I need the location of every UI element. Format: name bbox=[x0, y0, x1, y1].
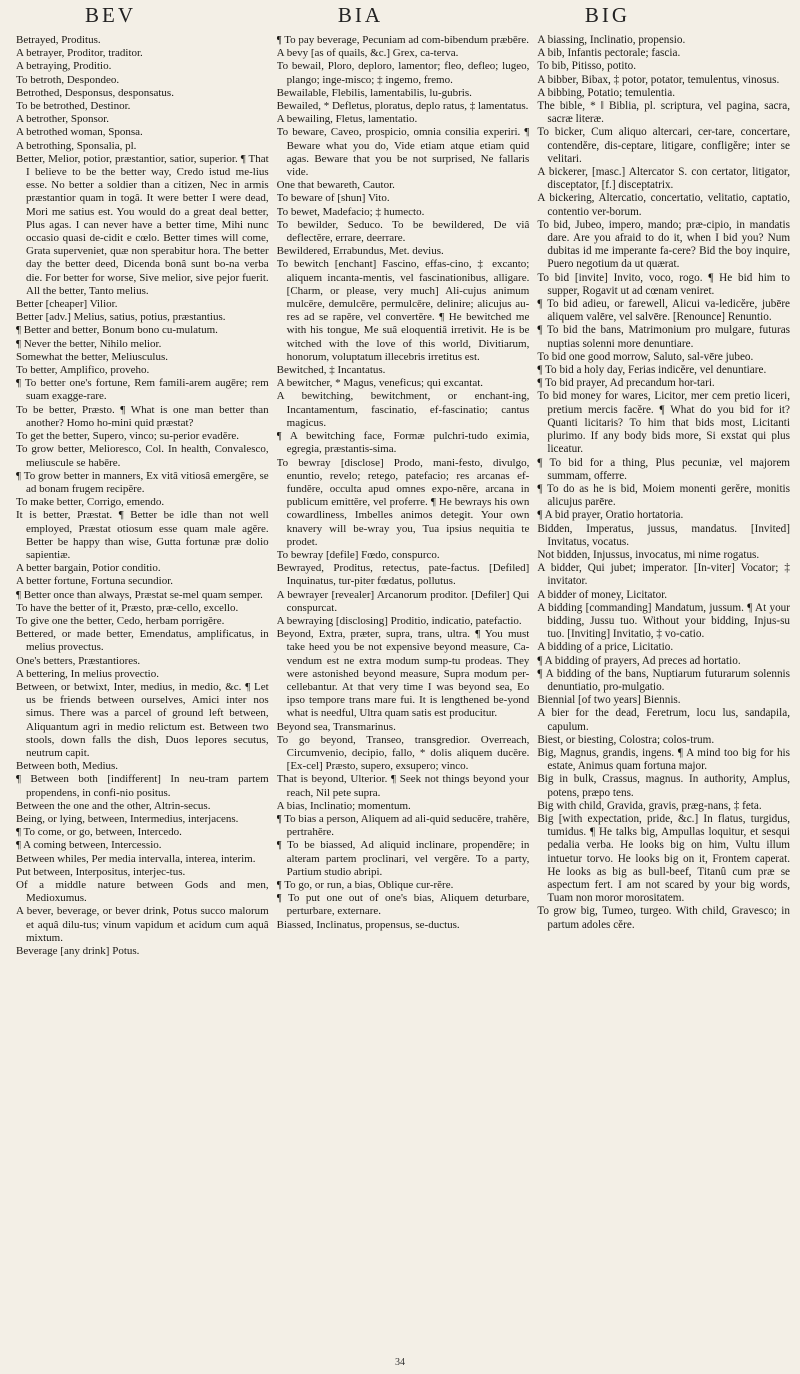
dictionary-entry: Bidden, Imperatus, jussus, mandatus. [Invited] Invitatus, vocatus. bbox=[537, 522, 791, 548]
page-number: 34 bbox=[395, 1357, 405, 1368]
dictionary-entry: To make better, Corrigo, emendo. bbox=[16, 496, 165, 509]
dictionary-entry: A betrayer, Proditor, traditor. bbox=[16, 47, 143, 60]
dictionary-entry: Big, Magnus, grandis, ingens. ¶ A mind too big for his estate, Animus quam fortuna major. bbox=[537, 746, 791, 773]
column-right bbox=[537, 34, 790, 1346]
dictionary-entry: Beyond sea, Transmarinus. bbox=[276, 720, 396, 733]
dictionary-entry: To give one the better, Cedo, herbam porrigĕre. bbox=[16, 614, 225, 627]
dictionary-entry: To betroth, Despondeo. bbox=[16, 73, 120, 86]
dictionary-entry: To bid one good morrow, Saluto, sal-vēre jubeo. bbox=[537, 350, 754, 363]
dictionary-entry: To bicker, Cum aliquo altercari, cer-tare, concertare, contendĕre, dis-ceptare, litigare, confligĕre; inter se velitari. bbox=[537, 126, 791, 165]
dictionary-entry: ¶ Better and better, Bonum bono cu-mulatum. bbox=[16, 324, 218, 337]
dictionary-entry: Better [adv.] Melius, satius, potius, præstantius. bbox=[16, 311, 226, 324]
dictionary-entry: Bewildered, Errabundus, Met. devius. bbox=[276, 245, 444, 258]
dictionary-entry: Between whiles, Per media intervalla, interea, interim. bbox=[16, 852, 256, 865]
dictionary-entry: That is beyond, Ulterior. ¶ Seek not things beyond your reach, Nil pete supra. bbox=[276, 773, 530, 799]
dictionary-entry: ¶ To bid for a thing, Plus pecuniæ, vel majorem summam, offerre. bbox=[537, 456, 791, 482]
dictionary-entry: Big [with expectation, pride, &c.] In flatus, turgidus, tumidus. ¶ He talks big, Ampullas loquitur, et sesqui pedalia verba. He looks big on him, Vultu illum intuetur torvo. He looks big on it, Frontem caperat. He looks as big as bull-beef, Titanû cum præ se aspectum fert. I am not scared by your big words, Tuam non moror morositatem. bbox=[537, 812, 791, 905]
dictionary-entry: ¶ A bidding of the bans, Nuptiarum futurarum solennis denuntiatio, pro-mulgatio. bbox=[537, 667, 791, 693]
dictionary-entry: A bidder, Qui jubet; imperator. [In-viter] Vocator; ‡ invitator. bbox=[537, 562, 791, 588]
dictionary-entry: To bib, Pitisso, potito. bbox=[537, 60, 637, 73]
dictionary-entry: Big with child, Gravida, gravis, præg-nans, ‡ feta. bbox=[537, 799, 762, 812]
dictionary-entry: ¶ A bid prayer, Oratio hortatoria. bbox=[537, 509, 684, 522]
dictionary-entry: ¶ To be biassed, Ad aliquid inclinare, propendĕre; in alteram partem proclinari, vel vergĕre. To a party, Partium studio abripi. bbox=[276, 839, 530, 878]
dictionary-entry: To bewray [defile] Fœdo, conspurco. bbox=[276, 548, 440, 561]
dictionary-entry: A bewrayer [revealer] Arcanorum proditor. [Defiler] Qui conspurcat. bbox=[276, 588, 530, 614]
dictionary-entry: A bier for the dead, Feretrum, locu lus, sandapila, capulum. bbox=[537, 707, 791, 733]
dictionary-entry: A bever, beverage, or bever drink, Potus succo malorum et aquâ dilu-tus; vinum vapidum et acidum cum aquâ mixtum. bbox=[16, 905, 269, 944]
dictionary-entry: ¶ A coming between, Intercessio. bbox=[16, 839, 162, 852]
dictionary-entry: To bewail, Ploro, deploro, lamentor; fleo, defleo; lugeo, plango; inge-misco; ‡ ingemo, fremo. bbox=[276, 60, 530, 86]
dictionary-entry: To bewilder, Seduco. To be bewildered, De viâ deflectĕre, errare, deerrare. bbox=[276, 218, 530, 245]
dictionary-entry: Biennial [of two years] Biennis. bbox=[537, 694, 681, 707]
dictionary-entry: A betrothing, Sponsalia, pl. bbox=[16, 139, 137, 152]
dictionary-entry: Between both, Medius. bbox=[16, 760, 119, 773]
dictionary-entry: ¶ To better one's fortune, Rem famili-arem augēre; rem suam exagge-rare. bbox=[16, 377, 269, 403]
dictionary-entry: It is better, Præstat. ¶ Better be idle than not well employed, Præstat otiosum esse quam male agĕre. Better be happy than wise, Gutta fortunæ præ dolio sapientiæ. bbox=[16, 509, 269, 561]
dictionary-entry: Between, or betwixt, Inter, medius, in medio, &c. ¶ Let us be friends between ourselves, Amici inter nos simus. There was a parcel of ground left between, Aliquantum agri in medio relictum est. Between two stools, down falls the dish, Duos lepores secutus, neutrum capit. bbox=[16, 680, 269, 759]
dictionary-entry: A bickerer, [masc.] Altercator S. con certator, litigator, disceptator, [f.] disceptatrix. bbox=[537, 166, 791, 192]
dictionary-entry: ¶ Between both [indifferent] In neu-tram partem propendens, in confi-nio positus. bbox=[16, 773, 269, 799]
dictionary-entry: Betrothed, Desponsus, desponsatus. bbox=[16, 86, 174, 99]
dictionary-entry: To bewray [disclose] Prodo, mani-festo, divulgo, enuntio, revelo; retego, patefacio; res arcanas ef-fundĕre, occulta apud omnes expo-nĕre, arcana in publicum emittĕre, vel proferre. ¶ He bewrays his own cowardliness, Imbelles animos detegit. Your own knavery will be-wray you, Tua ipsius nequitia te prodet. bbox=[276, 456, 530, 548]
dictionary-entry: Better, Melior, potior, præstantior, satior, superior. ¶ That I believe to be the better way, Credo istud me-lius esse. No better a soldier than a citizen, Nec in armis præstantior quam in togâ. It were better I were dead, Mori me satius est. You would do a great deal better, Plus agas. I can never have a better time, Mihi nunc occasio quasi de-cidit e cœlo. Better times will come, Grata superveniet, quæ non sperabitur hora. The better day the better deed, Dicenda bonâ sunt bo-na verba die. For better for worse, Sive melior, sive pejor fuerit. All the better, Tanto melius. bbox=[16, 152, 269, 297]
dictionary-entry: ¶ Better once than always, Præstat se-mel quam semper. bbox=[16, 588, 263, 601]
dictionary-entry: A betrother, Sponsor. bbox=[16, 113, 110, 126]
dictionary-entry: The bible, * ‖ Biblia, pl. scriptura, vel pagina, sacra, sacræ literæ. bbox=[537, 100, 791, 126]
dictionary-entry: Between the one and the other, Altrin-secus. bbox=[16, 799, 211, 812]
dictionary-entry: To go beyond, Transeo, transgredior. Overreach, Circumvenio, decipio, fallo, * dolis aliquem ducĕre. [Ex-cel] Præsto, supero, exsupero; vinco. bbox=[276, 733, 530, 773]
dictionary-entry: Beyond, Extra, præter, supra, trans, ultra. ¶ You must take heed you be not expensive beyond measure, Ca-vendum est ne extra modum sump-tu prodeas. They were astonished beyond measure, Supra modum per-cellebantur. At that very time I was beyond sea, Eo ipso tempore trans mare fui. It is lengthened be-yond what is needful, Ultra quam satis est producitur. bbox=[276, 628, 530, 720]
dictionary-entry: Biest, or biesting, Colostra; colos-trum. bbox=[537, 733, 715, 746]
dictionary-entry: Somewhat the better, Meliusculus. bbox=[16, 350, 169, 363]
dictionary-entry: A better fortune, Fortuna secundior. bbox=[16, 575, 174, 588]
dictionary-entry: ¶ To bias a person, Aliquem ad ali-quid seducĕre, trahĕre, pertrahĕre. bbox=[276, 812, 530, 839]
dictionary-entry: ¶ To go, or run, a bias, Oblique cur-rĕre. bbox=[276, 879, 454, 891]
dictionary-entry: A bewraying [disclosing] Proditio, indicatio, patefactio. bbox=[276, 614, 522, 627]
dictionary-entry: A bewitcher, * Magus, veneficus; qui excantat. bbox=[276, 377, 484, 390]
dictionary-entry: A bewitching, bewitchment, or enchant-ing, Incantamentum, fascinatio, ef-fascinatio; cantus magicus. bbox=[276, 390, 530, 429]
running-head-right: BIG bbox=[584, 3, 630, 27]
text-columns bbox=[16, 34, 790, 1346]
dictionary-entry: A better bargain, Potior conditio. bbox=[16, 562, 161, 575]
dictionary-entry: ¶ To come, or go, between, Intercedo. bbox=[16, 826, 182, 839]
dictionary-entry: A betraying, Proditio. bbox=[16, 60, 112, 73]
dictionary-entry: Bewitched, ‡ Incantatus. bbox=[276, 364, 386, 377]
dictionary-entry: ¶ Never the better, Nihilo melior. bbox=[16, 337, 162, 350]
dictionary-entry: Big in bulk, Crassus, magnus. In authority, Amplus, potens, præpo tens. bbox=[537, 773, 791, 799]
running-heads bbox=[30, 2, 780, 28]
dictionary-entry: A biassing, Inclinatio, propensio. bbox=[537, 34, 686, 46]
column-left bbox=[16, 34, 269, 1346]
dictionary-entry: To bid, Jubeo, impero, mando; præ-cipio, in mandatis dare. Are you afraid to do it, when I bid you? Num dubitas id me imperante fa-cere? Bid the boy inquire, Puero negotium da ut quærat. bbox=[537, 218, 791, 271]
dictionary-entry: ¶ To put one out of one's bias, Aliquem deturbare, perturbare, externare. bbox=[276, 892, 530, 918]
dictionary-entry: One that bewareth, Cautor. bbox=[276, 179, 395, 192]
dictionary-entry: To be betrothed, Destinor. bbox=[16, 100, 131, 113]
dictionary-entry: A bias, Inclinatio; momentum. bbox=[276, 799, 411, 812]
dictionary-entry: ¶ To grow better in manners, Ex vitâ vitiosâ emergĕre, se ad bonam frugem recipĕre. bbox=[16, 469, 269, 495]
dictionary-entry: Not bidden, Injussus, invocatus, mi nime rogatus. bbox=[537, 548, 760, 561]
dictionary-entry: ¶ To do as he is bid, Moiem monenti gerĕre, monitis alicujus parēre. bbox=[537, 482, 791, 509]
dictionary-entry: Bewailed, * Defletus, ploratus, deplo ratus, ‡ lamentatus. bbox=[276, 100, 529, 113]
dictionary-entry: Better [cheaper] Vilior. bbox=[16, 298, 118, 311]
dictionary-entry: To grow better, Melioresco, Col. In health, Convalesco, meliuscule se habēre. bbox=[16, 443, 269, 469]
dictionary-entry: ¶ To bid prayer, Ad precandum hor-tari. bbox=[537, 377, 715, 390]
dictionary-entry: A bettering, In melius provectio. bbox=[16, 667, 159, 680]
dictionary-entry: To bid [invite] Invito, voco, rogo. ¶ He bid him to supper, Rogavit ut ad cœnam veniret. bbox=[537, 271, 791, 297]
dictionary-entry: To get the better, Supero, vinco; su-perior evadĕre. bbox=[16, 430, 239, 443]
dictionary-entry: A bidder of money, Licitator. bbox=[537, 588, 668, 601]
dictionary-entry: Betrayed, Proditus. bbox=[16, 34, 101, 46]
dictionary-entry: To have the better of it, Præsto, præ-cello, excello. bbox=[16, 601, 239, 614]
dictionary-entry: ¶ A bewitching face, Formæ pulchri-tudo eximia, egregia, præstantis-sima. bbox=[276, 430, 530, 456]
dictionary-entry: To beware of [shun] Vito. bbox=[276, 192, 390, 205]
dictionary-entry: To better, Amplifico, proveho. bbox=[16, 364, 150, 377]
dictionary-entry: A bevy [as of quails, &c.] Grex, ca-terva. bbox=[276, 47, 459, 60]
dictionary-entry: To be better, Præsto. ¶ What is one man better than another? Homo ho-mini quid præstat? bbox=[16, 403, 269, 429]
column-middle bbox=[277, 34, 530, 1346]
dictionary-entry: A bidding of a price, Licitatio. bbox=[537, 641, 674, 654]
dictionary-entry: Bewrayed, Proditus, retectus, pate-factus. [Defiled] Inquinatus, tur-piter fœdatus, pollutus. bbox=[276, 562, 530, 588]
dictionary-entry: To grow big, Tumeo, turgeo. With child, Gravesco; in partum adoles cĕre. bbox=[537, 905, 791, 931]
dictionary-entry: One's betters, Præstantiores. bbox=[16, 654, 141, 667]
dictionary-entry: A betrothed woman, Sponsa. bbox=[16, 126, 143, 139]
dictionary-entry: Bettered, or made better, Emendatus, amplificatus, in melius provectus. bbox=[16, 628, 269, 654]
dictionary-entry: A bibbing, Potatio; temulentia. bbox=[537, 86, 676, 99]
dictionary-entry: To bid money for wares, Licitor, mer cem pretio liceri, pretium mercis facĕre. ¶ What do you bid for it? Quanti licitaris? To him that bids most, Licitanti plurimo. If any body bids more, Si exstat qui plus liceatur. bbox=[537, 390, 791, 456]
dictionary-entry: ¶ A bidding of prayers, Ad preces ad hortatio. bbox=[537, 654, 741, 667]
dictionary-entry: Beverage [any drink] Potus. bbox=[16, 945, 140, 958]
dictionary-entry: Of a middle nature between Gods and men, Medioxumus. bbox=[16, 879, 269, 905]
dictionary-entry: A bib, Infantis pectorale; fascia. bbox=[537, 47, 681, 60]
dictionary-entry: A bickering, Altercatio, concertatio, velitatio, captatio, contentio ver-borum. bbox=[537, 192, 791, 218]
running-head-left: BEV bbox=[85, 3, 136, 27]
dictionary-entry: ¶ To bid the bans, Matrimonium pro mulgare, futuras nuptias solenni more denuntiare. bbox=[537, 324, 791, 350]
dictionary-entry: A bibber, Bibax, ‡ potor, potator, temulentus, vinosus. bbox=[537, 73, 780, 86]
dictionary-entry: To beware, Caveo, prospicio, omnia consilia experiri. ¶ Beware what you do, Vide etiam atque etiam quid agas. Beware that you be not surprised, Ne fallaris vide. bbox=[276, 126, 530, 179]
dictionary-entry: ¶ To pay beverage, Pecuniam ad com-bibendum præbēre. bbox=[276, 34, 530, 46]
dictionary-entry: To bewitch [enchant] Fascino, effas-cino, ‡ excanto; aliquem incanta-mentis, vel fascinationibus, alligare. [Charm, or please, very much] Ali-cujus animum mulcēre, demulcēre, permulcēre, delinire; alicujus au-res ad se rapĕre, vel convertĕre. ¶ He bewitched me with his tongue, Me suâ eloquentiâ irretivit. He is be witched with the love of this world, Divitiarum, honorum, voluptatum illecebris irretitus est. bbox=[276, 258, 530, 363]
dictionary-entry: To bewet, Madefacio; ‡ humecto. bbox=[276, 205, 425, 218]
dictionary-entry: Biassed, Inclinatus, propensus, se-ductus. bbox=[276, 918, 460, 931]
running-head-center: BIA bbox=[337, 3, 383, 27]
dictionary-entry: Bewailable, Flebilis, lamentabilis, lu-gubris. bbox=[276, 86, 472, 99]
dictionary-entry: ¶ To bid adieu, or farewell, Alicui va-ledicĕre, jubēre aliquem valēre, vel salvēre. [Renounce] Renuntio. bbox=[537, 298, 791, 324]
dictionary-entry: Being, or lying, between, Intermedius, interjacens. bbox=[16, 812, 239, 825]
dictionary-entry: Put between, Interpositus, interjec-tus. bbox=[16, 865, 186, 878]
dictionary-entry: A bewailing, Fletus, lamentatio. bbox=[276, 113, 418, 126]
dictionary-entry: ¶ To bid a holy day, Ferias indicĕre, vel denuntiare. bbox=[537, 364, 767, 377]
dictionary-entry: A bidding [commanding] Mandatum, jussum. ¶ At your bidding, Jussu tuo. Without your bidding, Injus-su tuo. [Inviting] Invitatio, ‡ vo-catio. bbox=[537, 601, 791, 641]
